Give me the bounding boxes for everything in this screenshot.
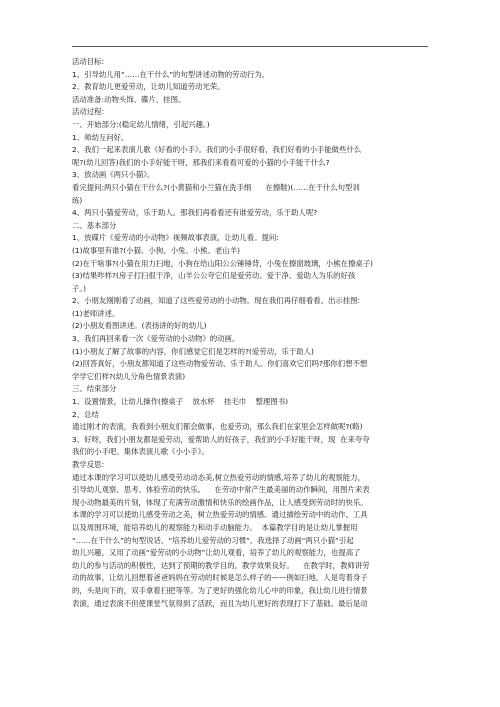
text-line: “……在干什么”的句型说话、“培养幼儿爱劳动的习惯”。我选择了动画“两只小猫”引起 — [72, 535, 354, 545]
text-line: 我们的小手吧。集体表演儿歌《小小手》。 — [72, 447, 209, 457]
text-line: (3)结果咋样?(房子打扫很干净，山羊公公夸它们是爱劳动、爱干净、爱助人为乐的好孩 — [72, 271, 356, 281]
text-line: 引导幼儿观察、思考、体验劳动的快乐。 在劳动中常产生最美丽的动作瞬间，用图片来表 — [72, 485, 370, 495]
text-line: 动的故事，让幼儿回想着爸爸妈妈在劳动的时候是怎么样子的——例如扫地，人是弯着身子 — [72, 573, 368, 583]
text-line: 子。) — [72, 283, 86, 293]
text-line: 活动准备:动物头饰、碟片、挂图。 — [72, 94, 186, 104]
text-line: 1、放碟片《爱劳动的小动物》视频故事表演，让幼儿看。提问: — [72, 233, 279, 243]
text-line: 幼儿兴趣，又用了动画“爱劳动的小动物”让幼儿观看，培养了幼儿的观察能力，也提高了 — [72, 548, 361, 558]
text-line: (2)小朋友看图讲述。(表扬讲的好的幼儿) — [72, 321, 207, 331]
text-line: 现小动物最美的片刻，体现了充满劳动激情和快乐的绘画作品，让人感受到劳动时的快乐。 — [72, 497, 368, 507]
text-line: (2)回答真好，小朋友都知道了这些动物爱劳动、乐于助人。你们喜欢它们吗?那你们想不想 — [72, 359, 368, 369]
text-line: 2、总结 — [72, 409, 99, 419]
text-line: 看完提问:两只小猫在干什么?(小黄猫和小兰猫在洗手绢 在擦鞋)(……在干什么句型训 — [72, 182, 360, 192]
text-line: 本课的学习可以使幼儿感受劳动之美，树立热爱劳动的情感。通过描绘劳动中的动作、工具 — [72, 510, 368, 520]
text-line: 呢?(幼儿回答)我们的小手好能干呀，那我们来看看可爱的小猫的小手能干什么? — [72, 157, 330, 167]
text-line: 4、两只小猫爱劳动，乐于助人。那我们再看看还有谁爱劳动，乐于助人呢? — [72, 208, 318, 218]
text-line: 学学它们样?(幼儿分角色情景表演) — [72, 371, 186, 381]
text-line: (1)故事里有谁?(小猫、小狗、小兔、小熊、老山羊) — [72, 245, 240, 255]
text-line: 2、小朋友刚刚看了动画，知道了这些爱劳动的小动物。现在我们再仔细看看。出示挂图: — [72, 296, 361, 306]
text-line: (1)小朋友了解了故事的内容，你们感觉它们是怎样的?(爱劳动，乐于助人) — [72, 346, 314, 356]
text-line: 2、教育幼儿更爱劳动，让幼儿知道劳动光荣。 — [72, 82, 225, 92]
text-line: 的，头是向下的，双手拿着扫把等等。为了更好的强化幼儿心中的印象，我让幼儿进行情景 — [72, 585, 368, 595]
text-line: 1、师幼互问好。 — [72, 132, 129, 142]
text-line: 教学反思: — [72, 460, 105, 469]
document-body — [72, 56, 434, 610]
text-line: 表演，通过表演不但使课堂气氛得到了活跃，而且为幼儿更好的表现打下了基础。最后是动 — [72, 598, 368, 608]
text-line: 通过刚才的表演，我看到小朋友们都会做事，也爱劳动，那么我们在家里会怎样做呢?(略) — [72, 422, 363, 432]
text-line: 幼儿的参与活动的积极性，达到了预期的教学目的，教学效果良好。 在教学时，教师讲劳 — [72, 560, 370, 570]
text-line: 3、放动画《两只小猫》。 — [72, 170, 155, 180]
text-line: 以及周围环境，能培养幼儿的观察能力和动手动脑能力。 本篇教学目的是让幼儿掌握用 — [72, 522, 358, 532]
text-line: 3、我们再回来看一次《爱劳动的小动物》的动画。 — [72, 334, 240, 344]
text-line: 1、引导幼儿用“……在干什么”的句型讲述动物的劳动行为。 — [72, 69, 270, 79]
text-line: 二、基本部分 — [72, 220, 117, 230]
text-line: 一、开始部分:(稳定幼儿情绪，引起兴趣。) — [72, 119, 210, 129]
text-line: 通过本课的学习可以使幼儿感受劳动动态美,树立热爱劳动的情感,培养了幼儿的观察能力， — [72, 472, 365, 482]
text-line: 活动过程: — [72, 107, 105, 117]
text-line: 三、结束部分 — [72, 384, 117, 394]
text-line: (1)老师讲述。 — [72, 308, 120, 318]
text-line: (2)在干啥事?(小猫在用力扫地，小狗在给山阳公公锤锤背，小兔在擦窗玻璃，小熊在擦桌子) — [72, 258, 374, 268]
text-line: 3、好呀，我们小朋友都是爱劳动，爱帮助人的好孩子，我们的小手好能干呀，现 在来夸夸 — [72, 434, 370, 444]
header-rule — [72, 46, 428, 47]
text-line: 练) — [72, 195, 83, 205]
text-line: 2、我们一起来表演儿歌《好看的小手》。我们的小手很好看，我们好看的小手能做些什么 — [72, 145, 362, 155]
text-line: 1、设置情景，让幼儿操作(擦桌子 放水杯 挂毛巾 整理图书) — [72, 397, 289, 407]
text-line: 活动目标: — [72, 57, 105, 66]
